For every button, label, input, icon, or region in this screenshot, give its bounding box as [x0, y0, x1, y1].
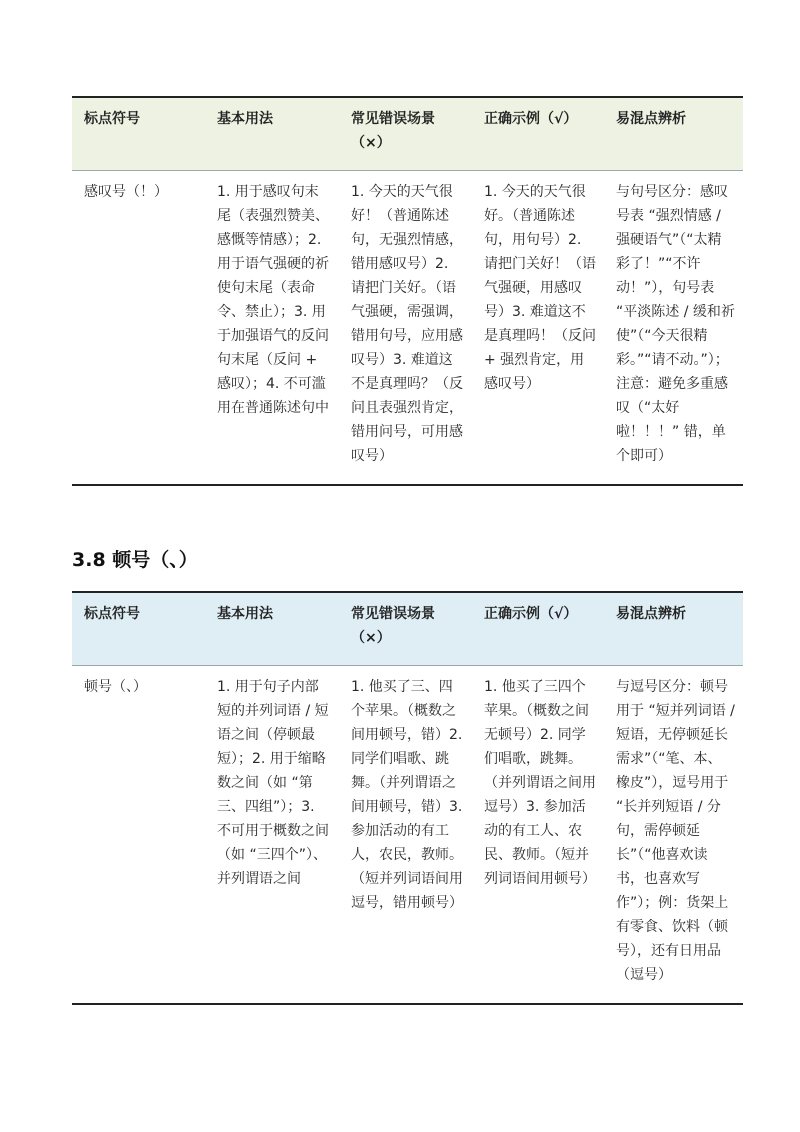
- table-header-row: [72, 97, 743, 171]
- punctuation-table-exclamation: [72, 96, 743, 486]
- section-title: 3.8 顿号（、）: [72, 549, 198, 571]
- header-errors: 常见错误场景（×）: [339, 97, 472, 171]
- header-confusion: 易混点辨析: [604, 97, 743, 171]
- header-correct: 正确示例（√）: [472, 97, 604, 171]
- header-symbol: 标点符号: [72, 97, 205, 171]
- cell-symbol: 感叹号（！）: [84, 184, 168, 200]
- header-usage: 基本用法: [205, 592, 339, 666]
- table-row: [72, 171, 743, 486]
- cell-confusion: 与逗号区分：顿号用于 “短并列词语 / 短语，无停顿延长需求”（“笔、本、橡皮”），逗号用于 “长并列短语 / 分句，需停顿延长”（“他喜欢读书，也喜欢写作”）；例：货架上有零食、饮料（顿号），还有日用品（逗号）: [616, 679, 735, 983]
- punctuation-table-dunhao: [72, 591, 743, 1005]
- cell-usage: 1. 用于句子内部短的并列词语 / 短语之间（停顿最短）；2. 用于缩略数之间（如 “第三、四组”）；3. 不可用于概数之间（如 “三四个”）、并列谓语之间: [217, 679, 329, 887]
- cell-symbol: 顿号（、）: [84, 679, 147, 695]
- header-confusion: 易混点辨析: [604, 592, 743, 666]
- table-header-row: [72, 592, 743, 666]
- cell-errors: 1. 他买了三、四个苹果。（概数之间用顿号，错）2. 同学们唱歌、跳舞。（并列谓语之间用顿号，错）3. 参加活动的有工人，农民，教师。（短并列词语间用逗号，错用顿号）: [351, 679, 463, 911]
- cell-correct: 1. 他买了三四个苹果。（概数之间无顿号）2. 同学们唱歌，跳舞。（并列谓语之间用逗号）3. 参加活动的有工人、农民、教师。（短并列词语间用顿号）: [484, 679, 596, 887]
- header-errors: 常见错误场景（×）: [339, 592, 472, 666]
- cell-usage: 1. 用于感叹句末尾（表强烈赞美、感慨等情感）；2. 用于语气强硬的祈使句末尾（表命令、禁止）；3. 用于加强语气的反问句末尾（反问 + 感叹）；4. 不可滥用在普通陈述句中: [217, 184, 329, 416]
- cell-confusion: 与句号区分：感叹号表 “强烈情感 / 强硬语气”（“太精彩了！”“不许动！”），句号表 “平淡陈述 / 缓和祈使”（“今天很精彩。”“请不动。”）；注意：避免多重感叹（“太好啦！！！” 错，单个即可）: [616, 184, 735, 464]
- header-symbol: 标点符号: [72, 592, 205, 666]
- header-correct: 正确示例（√）: [472, 592, 604, 666]
- cell-correct: 1. 今天的天气很好。（普通陈述句，用句号）2. 请把门关好！（语气强硬，用感叹号）3. 难道这不是真理吗！（反问 + 强烈肯定，用感叹号）: [484, 184, 596, 392]
- table-row: [72, 666, 743, 1005]
- header-usage: 基本用法: [205, 97, 339, 171]
- cell-errors: 1. 今天的天气很好！（普通陈述句，无强烈情感，错用感叹号）2. 请把门关好。（语气强硬，需强调，错用句号，应用感叹号）3. 难道这不是真理吗？（反问且表强烈肯定，错用问号，可用感叹号）: [351, 184, 463, 464]
